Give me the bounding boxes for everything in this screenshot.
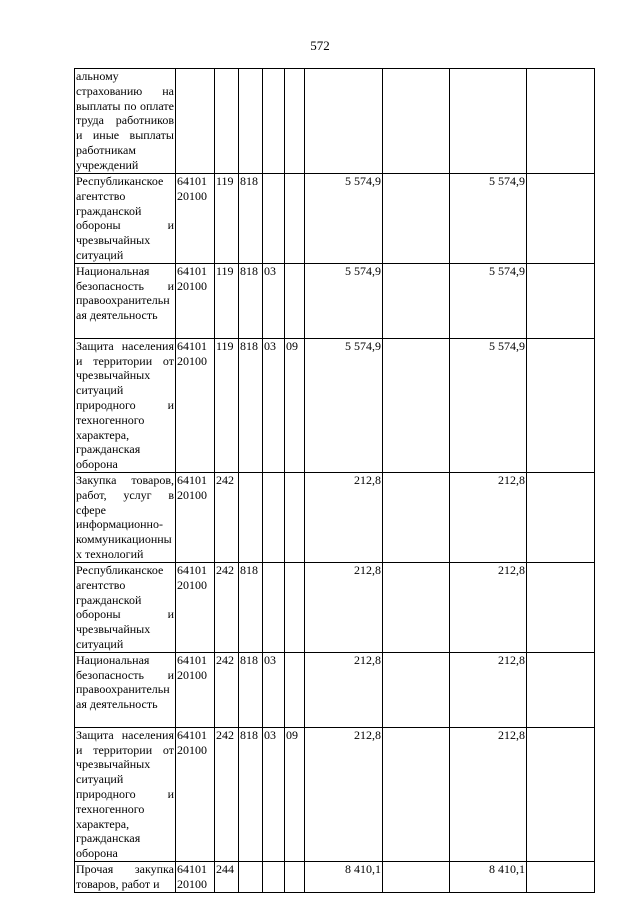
row-department-code: 818	[239, 727, 263, 861]
row-subsection	[285, 562, 305, 652]
row-sum-4	[527, 652, 595, 727]
row-sum-1: 212,8	[305, 562, 383, 652]
row-sum-4	[527, 69, 595, 174]
row-subsection	[285, 174, 305, 264]
row-sum-2	[383, 472, 450, 562]
row-sum-4	[527, 263, 595, 338]
row-department-code: 818	[239, 338, 263, 472]
row-subsection	[285, 861, 305, 892]
row-target-code: 64101 20100	[176, 562, 215, 652]
budget-table	[74, 68, 595, 893]
table-row	[75, 338, 595, 472]
row-sum-3: 212,8	[450, 562, 527, 652]
row-sum-2	[383, 727, 450, 861]
row-name: альному страхованию на выплаты по оплате труда работников и иные выплаты работникам учреждений	[76, 69, 174, 172]
row-name: Защита населения и территории от чрезвычайных ситуаций природного и техногенного характера, гражданская оборона	[76, 727, 174, 861]
row-sum-4	[527, 338, 595, 472]
row-sum-2	[383, 174, 450, 264]
table-row	[75, 174, 595, 264]
row-section: 03	[263, 652, 285, 727]
row-target-code: 64101 20100	[176, 174, 215, 264]
row-sum-1: 5 574,9	[305, 174, 383, 264]
row-sum-3: 5 574,9	[450, 174, 527, 264]
row-section	[263, 861, 285, 892]
row-sum-4	[527, 562, 595, 652]
row-target-code: 64101 20100	[176, 472, 215, 562]
row-name: Республиканское агентство гражданской обороны и чрезвычайных ситуаций	[76, 174, 174, 262]
row-sum-1: 212,8	[305, 472, 383, 562]
table-row	[75, 652, 595, 727]
row-name: Прочая закупка товаров, работ и	[76, 861, 174, 891]
row-sum-1: 5 574,9	[305, 263, 383, 338]
row-subsection: 09	[285, 338, 305, 472]
page-number: 572	[310, 38, 330, 53]
row-sum-1	[305, 69, 383, 174]
row-department-code: 818	[239, 174, 263, 264]
row-expense-type: 242	[215, 562, 239, 652]
row-sum-1: 5 574,9	[305, 338, 383, 472]
table-row	[75, 472, 595, 562]
table-row	[75, 263, 595, 338]
row-target-code: 64101 20100	[176, 861, 215, 892]
row-sum-1: 212,8	[305, 727, 383, 861]
row-target-code: 64101 20100	[176, 652, 215, 727]
row-sum-3: 212,8	[450, 472, 527, 562]
row-department-code: 818	[239, 652, 263, 727]
row-target-code: 64101 20100	[176, 263, 215, 338]
row-target-code: 64101 20100	[176, 338, 215, 472]
row-target-code	[176, 69, 215, 174]
row-department-code	[239, 69, 263, 174]
row-sum-1: 212,8	[305, 652, 383, 727]
row-section: 03	[263, 338, 285, 472]
row-sum-1: 8 410,1	[305, 861, 383, 892]
row-sum-3: 8 410,1	[450, 861, 527, 892]
row-sum-2	[383, 263, 450, 338]
row-sum-2	[383, 652, 450, 727]
row-department-code	[239, 861, 263, 892]
row-section: 03	[263, 727, 285, 861]
table-row	[75, 69, 595, 174]
row-section	[263, 174, 285, 264]
row-sum-2	[383, 562, 450, 652]
row-expense-type: 242	[215, 727, 239, 861]
row-sum-4	[527, 174, 595, 264]
row-expense-type: 119	[215, 174, 239, 264]
row-department-code	[239, 472, 263, 562]
row-sum-2	[383, 861, 450, 892]
row-sum-3	[450, 69, 527, 174]
table-row	[75, 861, 595, 892]
row-name: Закупка товаров, работ, услуг в сфере информационно-коммуникационных технологий	[76, 472, 174, 561]
row-section	[263, 69, 285, 174]
row-sum-3: 5 574,9	[450, 338, 527, 472]
row-sum-3: 212,8	[450, 727, 527, 861]
row-subsection	[285, 263, 305, 338]
row-expense-type	[215, 69, 239, 174]
row-subsection	[285, 652, 305, 727]
row-sum-2	[383, 338, 450, 472]
row-name: Национальная безопасность и правоохранительная деятельность	[75, 652, 176, 727]
row-subsection	[285, 69, 305, 174]
row-name: Защита населения и территории от чрезвычайных ситуаций природного и техногенного характера, гражданская оборона	[76, 338, 174, 472]
row-section: 03	[263, 263, 285, 338]
row-department-code: 818	[239, 562, 263, 652]
row-expense-type: 244	[215, 861, 239, 892]
row-sum-4	[527, 861, 595, 892]
row-sum-3: 5 574,9	[450, 263, 527, 338]
row-subsection	[285, 472, 305, 562]
row-name: Национальная безопасность и правоохранительная деятельность	[75, 263, 176, 338]
row-subsection: 09	[285, 727, 305, 861]
row-sum-3: 212,8	[450, 652, 527, 727]
table-row	[75, 727, 595, 861]
row-name: Республиканское агентство гражданской обороны и чрезвычайных ситуаций	[76, 562, 174, 651]
row-department-code: 818	[239, 263, 263, 338]
row-section	[263, 562, 285, 652]
row-sum-4	[527, 472, 595, 562]
row-section	[263, 472, 285, 562]
row-expense-type: 119	[215, 263, 239, 338]
row-sum-4	[527, 727, 595, 861]
row-expense-type: 242	[215, 472, 239, 562]
row-expense-type: 242	[215, 652, 239, 727]
row-expense-type: 119	[215, 338, 239, 472]
row-sum-2	[383, 69, 450, 174]
table-row	[75, 562, 595, 652]
row-target-code: 64101 20100	[176, 727, 215, 861]
